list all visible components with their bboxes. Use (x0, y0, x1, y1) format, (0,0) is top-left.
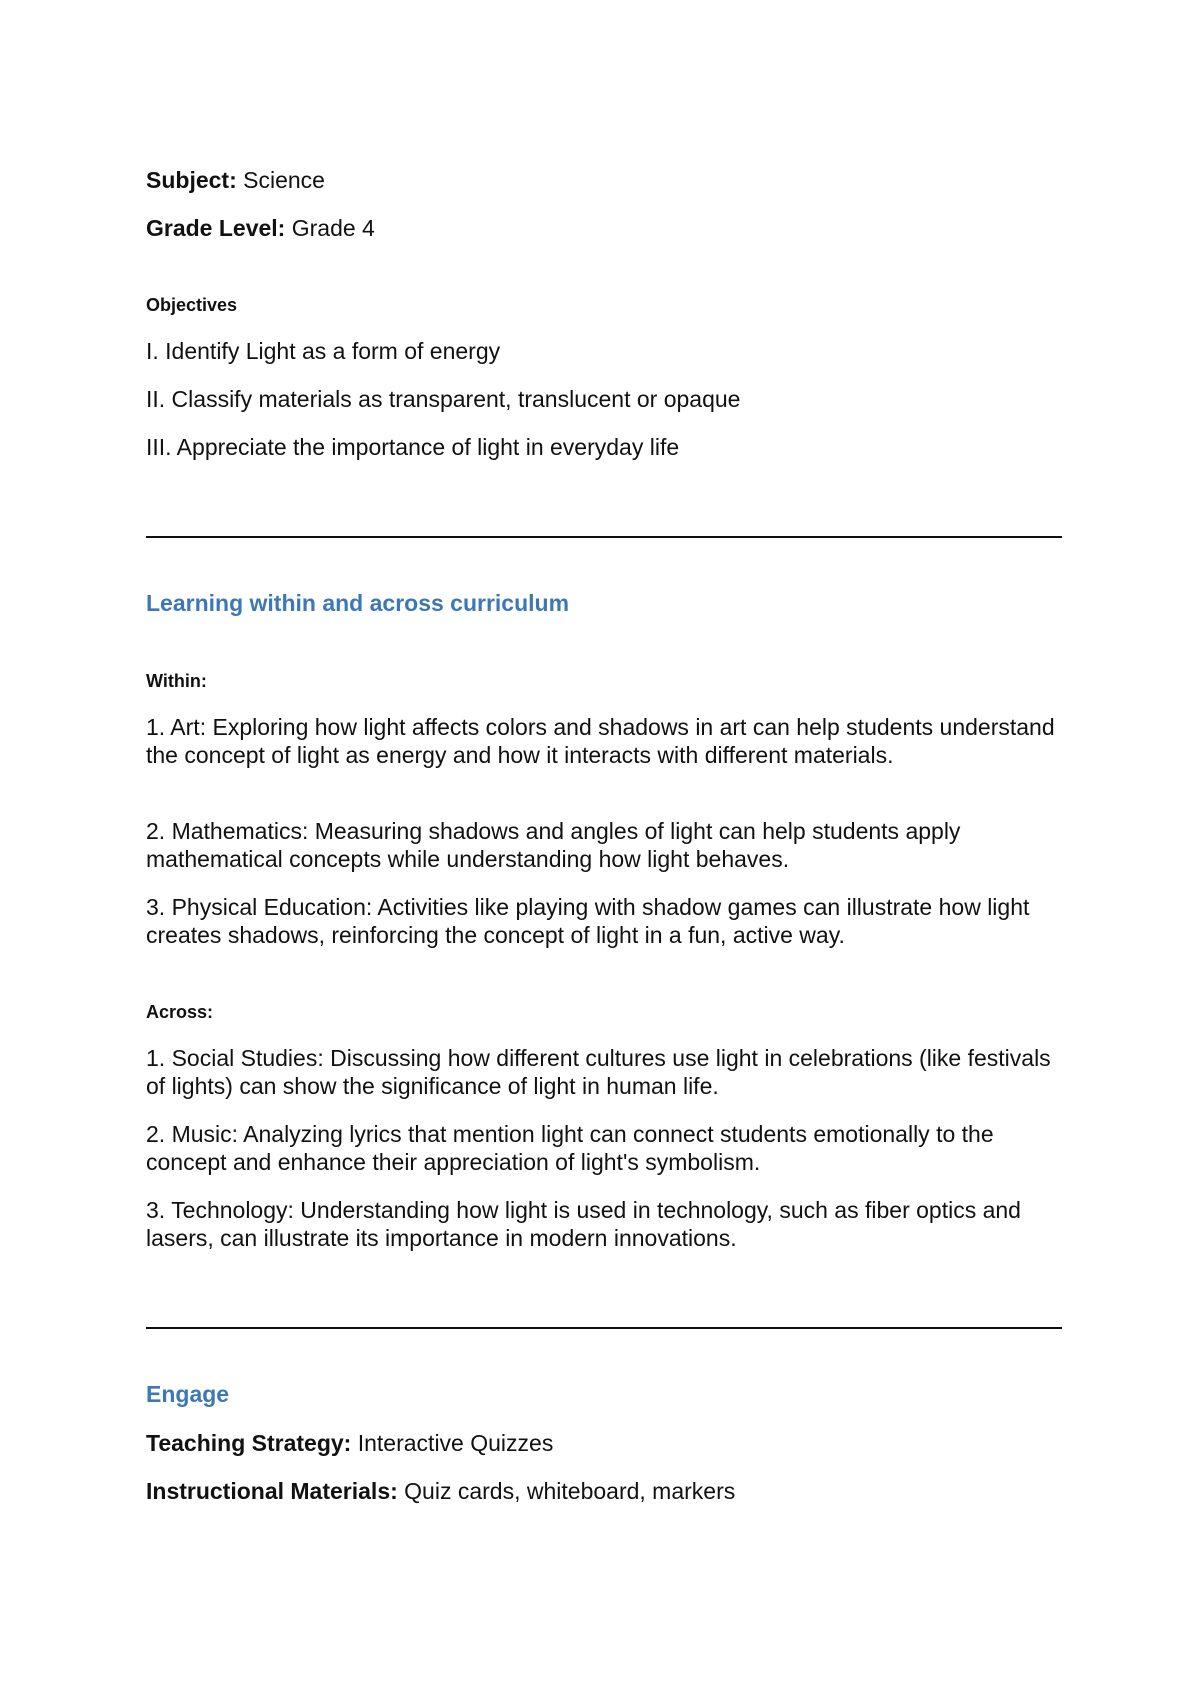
engage-section-title: Engage (146, 1381, 230, 1407)
teaching-strategy-field (146, 1429, 553, 1457)
teaching-strategy-label: Teaching Strategy: (146, 1430, 352, 1456)
objective-item: I. Identify Light as a form of energy (146, 338, 501, 364)
within-item: 3. Physical Education: Activities like playing with shadow games can illustrate how light creates shadows, reinforcing the concept of light in a fun, active way. (146, 894, 1030, 948)
subject-field (146, 166, 325, 194)
instructional-materials-value: Quiz cards, whiteboard, markers (404, 1478, 736, 1504)
document-page (146, 0, 1062, 1696)
across-item: 2. Music: Analyzing lyrics that mention light can connect students emotionally to the concept and enhance their appreciation of light's symbolism. (146, 1121, 994, 1175)
objective-item: III. Appreciate the importance of light in everyday life (146, 434, 680, 460)
section-divider (146, 1327, 1062, 1329)
instructional-materials-label: Instructional Materials: (146, 1478, 398, 1504)
teaching-strategy-value: Interactive Quizzes (357, 1430, 554, 1456)
subject-label: Subject: (146, 167, 237, 193)
grade-level-field (146, 214, 375, 242)
instructional-materials-field (146, 1477, 735, 1505)
grade-level-label: Grade Level: (146, 215, 286, 241)
section-divider (146, 536, 1062, 538)
objective-item: II. Classify materials as transparent, translucent or opaque (146, 386, 741, 412)
across-item: 3. Technology: Understanding how light is used in technology, such as fiber optics and lasers, can illustrate its importance in modern innovations. (146, 1197, 1021, 1251)
subject-value: Science (243, 167, 325, 193)
across-item: 1. Social Studies: Discussing how different cultures use light in celebrations (like festivals of lights) can show the significance of light in human life. (146, 1045, 1051, 1099)
within-item: 2. Mathematics: Measuring shadows and angles of light can help students apply mathematical concepts while understanding how light behaves. (146, 818, 961, 872)
within-item: 1. Art: Exploring how light affects colors and shadows in art can help students understand the concept of light as energy and how it interacts with different materials. (146, 714, 1055, 768)
curriculum-section-title: Learning within and across curriculum (146, 590, 570, 616)
grade-level-value: Grade 4 (291, 215, 375, 241)
across-heading: Across: (146, 1002, 214, 1022)
objectives-heading: Objectives (146, 295, 238, 315)
within-heading: Within: (146, 671, 207, 691)
